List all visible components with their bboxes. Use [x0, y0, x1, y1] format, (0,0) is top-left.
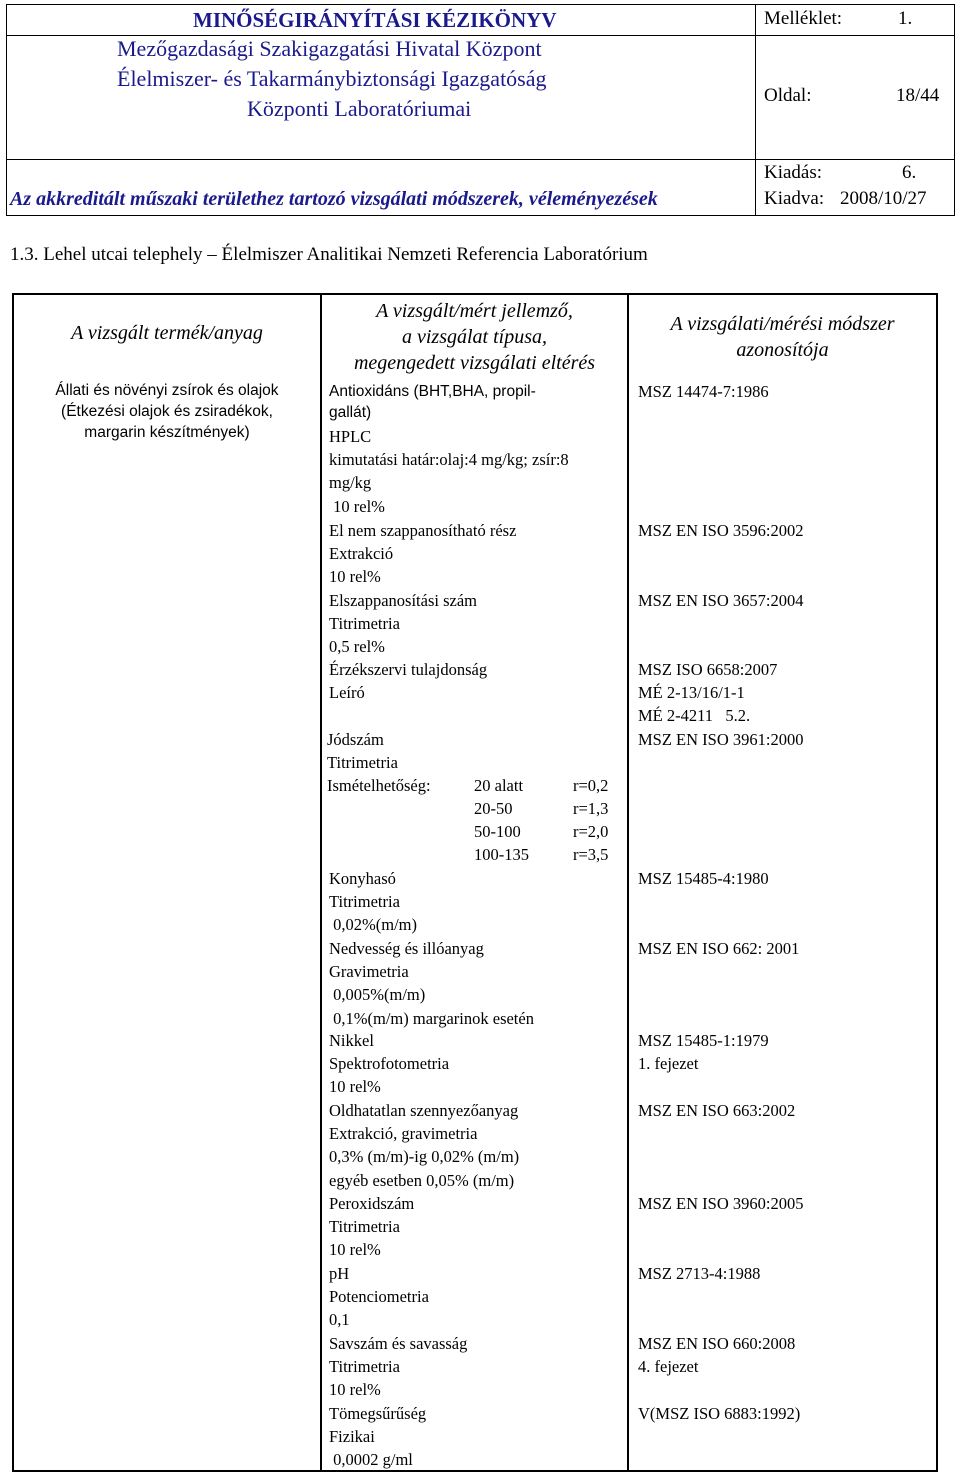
- method-line: 1. fejezet: [638, 1054, 699, 1074]
- cell-line: egyéb esetben 0,05% (m/m): [329, 1170, 515, 1190]
- method-moisture: [638, 937, 799, 960]
- method-line: MSZ 14474-7:1986: [638, 382, 769, 401]
- characteristic-density: [329, 1402, 426, 1472]
- cell-line: Jódszám: [327, 730, 384, 749]
- method-antioxidant: [638, 380, 769, 403]
- method-line: MSZ EN ISO 663:2002: [638, 1101, 796, 1120]
- repeatability-range: 50-100: [474, 822, 521, 841]
- annex-value: 1.: [898, 8, 913, 29]
- org-line-2: Élelmiszer- és Takarmánybiztonsági Igazgatóság: [117, 66, 547, 91]
- characteristic-sensory: [329, 658, 487, 704]
- cell-line: 0,1%(m/m) margarinok esetén: [329, 1008, 534, 1028]
- page-label: Oldal:: [764, 85, 812, 106]
- method-line: MSZ EN ISO 3960:2005: [638, 1194, 804, 1213]
- method-line: MSZ 15485-1:1979: [638, 1031, 769, 1050]
- method-line: MSZ EN ISO 3657:2004: [638, 591, 804, 610]
- characteristic-saponification: [329, 589, 477, 659]
- repeatability-value: r=3,5: [573, 845, 609, 864]
- cell-line: 0,1: [329, 1310, 350, 1330]
- repeatability-range: 20-50: [474, 799, 513, 818]
- cell-line: Extrakció, gravimetria: [329, 1124, 478, 1144]
- characteristic-unsaponifiable: [329, 519, 516, 589]
- characteristic-ph: [329, 1262, 429, 1332]
- method-iodine: [638, 728, 803, 751]
- col-product-header: A vizsgált termék/anyag: [71, 322, 263, 344]
- issued-value: 2008/10/27: [840, 188, 927, 209]
- method-insoluble-impurities: [638, 1099, 795, 1122]
- cell-line: 10 rel%: [329, 1240, 381, 1260]
- col-method-header-line: azonosítója: [736, 339, 829, 361]
- cell-line: Konyhasó: [329, 869, 396, 888]
- cell-line: Antioxidáns (BHT,BHA, propil-: [329, 383, 536, 400]
- cell-line: 10 rel%: [329, 567, 381, 587]
- method-line: MSZ EN ISO 660:2008: [638, 1334, 796, 1353]
- method-sensory: [638, 658, 777, 728]
- cell-line: Nikkel: [329, 1031, 374, 1050]
- method-line: MSZ EN ISO 3961:2000: [638, 730, 804, 749]
- repeatability-value: r=0,2: [573, 776, 609, 795]
- method-unsaponifiable: [638, 519, 803, 542]
- repeatability-value: r=2,0: [573, 822, 609, 841]
- characteristic-antioxidant: [329, 381, 536, 423]
- cell-line: Gravimetria: [329, 962, 409, 982]
- org-line-1: Mezőgazdasági Szakigazgatási Hivatal Központ: [117, 36, 542, 61]
- org-line-3: Központi Laboratóriumai: [247, 96, 472, 121]
- cell-line: 0,005%(m/m): [329, 985, 426, 1005]
- cell-line: El nem szappanosítható rész: [329, 521, 517, 540]
- cell-line: 10 rel%: [329, 496, 385, 516]
- cell-line: Titrimetria: [327, 753, 398, 773]
- cell-line: Savszám és savasság: [329, 1334, 468, 1353]
- cell-line: Nedvesség és illóanyag: [329, 939, 484, 958]
- cell-line: kimutatási határ:olaj:4 mg/kg; zsír:8: [329, 450, 569, 470]
- method-ph: [638, 1262, 760, 1285]
- cell-line: Peroxidszám: [329, 1194, 415, 1213]
- manual-title: MINŐSÉGIRÁNYÍTÁSI KÉZIKÖNYV: [193, 8, 557, 32]
- cell-line: Érzékszervi tulajdonság: [329, 660, 488, 679]
- cell-line: 0,5 rel%: [329, 637, 385, 657]
- col-characteristic-header-line: a vizsgálat típusa,: [401, 326, 547, 348]
- characteristic-salt: [329, 867, 417, 937]
- characteristic-peroxide: [329, 1192, 414, 1262]
- cell-line: Leíró: [329, 683, 365, 703]
- method-line: MÉ 2-13/16/1-1: [638, 683, 745, 703]
- col-characteristic-header-line: A vizsgált/mért jellemző,: [376, 300, 573, 322]
- characteristic-iodine: [327, 728, 398, 774]
- method-line: MÉ 2-4211 5.2.: [638, 706, 751, 726]
- cell-line: 0,0002 g/ml: [329, 1450, 413, 1470]
- col-method-header-line: A vizsgálati/mérési módszer: [670, 313, 895, 335]
- cell-line: 10 rel%: [329, 1380, 381, 1400]
- method-density: [638, 1402, 800, 1425]
- cell-line: pH: [329, 1264, 350, 1283]
- col-method-header: [629, 311, 936, 363]
- method-salt: [638, 867, 769, 890]
- col-characteristic-header: [322, 298, 627, 376]
- method-line: MSZ EN ISO 3596:2002: [638, 521, 804, 540]
- method-line: MSZ 2713-4:1988: [638, 1264, 761, 1283]
- characteristic-insoluble-impurities: [329, 1099, 519, 1192]
- cell-line: Titrimetria: [329, 614, 400, 634]
- cell-line: Potenciometria: [329, 1287, 429, 1307]
- method-line: V(MSZ ISO 6883:1992): [638, 1404, 801, 1423]
- repeatability-value: r=1,3: [573, 799, 609, 818]
- cell-line: gallát): [329, 404, 372, 421]
- product-description: [14, 380, 320, 443]
- page-value: 18/44: [896, 85, 940, 106]
- method-line: MSZ ISO 6658:2007: [638, 660, 778, 679]
- characteristic-acid-value: [329, 1332, 467, 1402]
- method-line: MSZ EN ISO 662: 2001: [638, 939, 800, 958]
- section-title: 1.3. Lehel utcai telephely – Élelmiszer Analitikai Nemzeti Referencia Laboratórium: [10, 244, 648, 265]
- method-line: MSZ 15485-4:1980: [638, 869, 769, 888]
- method-nickel: [638, 1029, 769, 1075]
- cell-line: 0,3% (m/m)-ig 0,02% (m/m): [329, 1147, 520, 1167]
- product-line: (Étkezési olajok és zsiradékok,: [61, 403, 273, 420]
- cell-line: mg/kg: [329, 473, 372, 493]
- cell-line: 0,02%(m/m): [329, 915, 417, 935]
- method-line: 4. fejezet: [638, 1357, 699, 1377]
- repeatability-label: Ismételhetőség:: [327, 776, 431, 795]
- cell-line: Tömegsűrűség: [329, 1404, 427, 1423]
- repeatability-range: 100-135: [474, 845, 529, 864]
- product-line: margarin készítmények): [84, 424, 250, 441]
- cell-line: Fizikai: [329, 1427, 375, 1447]
- cell-line: 10 rel%: [329, 1077, 381, 1097]
- method-saponification: [638, 589, 803, 612]
- method-peroxide: [638, 1192, 803, 1215]
- characteristic-nickel: [329, 1029, 449, 1099]
- col-characteristic-header-line: megengedett vizsgálati eltérés: [353, 352, 596, 374]
- cell-line: Titrimetria: [329, 1357, 400, 1377]
- repeatability-range: 20 alatt: [474, 776, 524, 795]
- issued-label: Kiadva:: [764, 188, 825, 209]
- cell-line: Oldhatatlan szennyezőanyag: [329, 1101, 519, 1120]
- characteristic-antioxidant-detail: [329, 425, 569, 518]
- edition-label: Kiadás:: [764, 162, 823, 183]
- characteristic-moisture: [329, 937, 534, 1030]
- edition-value: 6.: [902, 162, 917, 183]
- cell-line: Spektrofotometria: [329, 1054, 450, 1074]
- cell-line: Titrimetria: [329, 1217, 400, 1237]
- annex-label: Melléklet:: [764, 8, 843, 29]
- product-line: Állati és növényi zsírok és olajok: [55, 382, 279, 399]
- doc-title: Az akkreditált műszaki területhez tartozó vizsgálati módszerek, véleményezések: [10, 188, 658, 210]
- cell-line: Titrimetria: [329, 892, 400, 912]
- method-acid-value: [638, 1332, 795, 1378]
- cell-line: HPLC: [329, 427, 372, 446]
- cell-line: Elszappanosítási szám: [329, 591, 478, 610]
- cell-line: Extrakció: [329, 544, 394, 564]
